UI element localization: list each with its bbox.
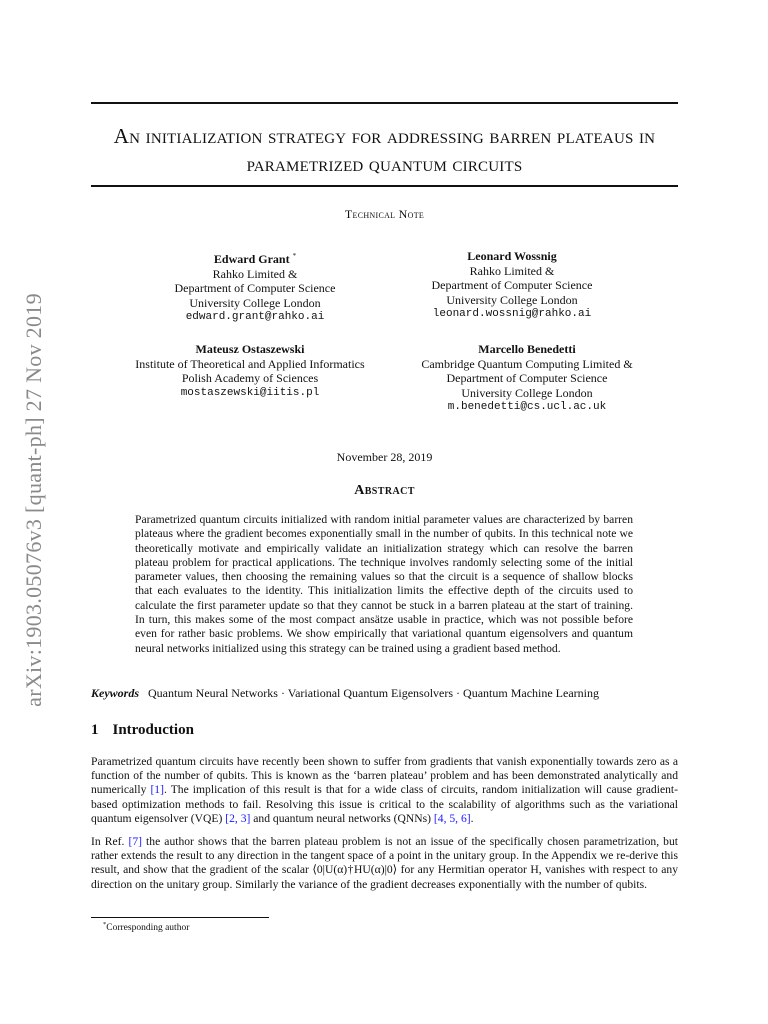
author-affiliation: Polish Academy of Sciences [181, 371, 319, 385]
citation-link[interactable]: [1] [150, 783, 164, 797]
author-block [105, 249, 405, 325]
abstract-text: Parametrized quantum circuits initialized with random initial parameter values are characterized by barren plateaus where the gradient becomes exponentially small in the number of qubits. In this technical note we theoretically motivate and empirically validate an initialization strategy which can resolve the barren plateau problem for practical applications. The technique involves randomly selecting some of the initial parameter values, then choosing the remaining values so that the circuit is a sequence of shallow blocks that each evaluates to the identity. This initialization limits the effective depth of the circuits used to calculate the first parameter update so that they cannot be stuck in a barren plateau at the start of training. In turn, this makes some of the most compact ansätze usable in practice, which was not possible before even for rather basic problems. We show empirically that variational quantum eigensolvers and quantum neural networks initialized using this strategy can be trained using a gradient based method. [135, 513, 633, 655]
title-rule-bottom [91, 185, 678, 187]
author-affiliation: University College London [189, 295, 321, 310]
paragraph: Parametrized quantum circuits have recently been shown to suffer from gradients that vanish exponentially towards zero as a function of the number of qubits. This is known as the ‘barren plateau’ problem and has been demonstrated analytically and numerically [1]. The implication of this result is that for a wide class of circuits, random initialization will cause gradient-based optimization methods to fail. Resolving this issue is critical to the scalability of algorithms such as the variational quantum eigensolver (VQE) [2, 3] and quantum neural networks (QNNs) [4, 5, 6]. [91, 755, 678, 825]
paper-subtitle: Technical Note [344, 207, 425, 221]
section-number: 1 [91, 722, 99, 738]
footnote-text: Corresponding author [106, 923, 190, 934]
author-affiliation: University College London [446, 292, 578, 307]
title-rule-top [91, 102, 678, 104]
author-affiliation: Department of Computer Science [431, 278, 593, 292]
author-name: Mateusz Ostaszewski [195, 342, 305, 356]
section-heading [91, 722, 194, 739]
author-block [377, 342, 677, 415]
paragraph: In Ref. [7] the author shows that the barren plateau problem is not an issue of the specifically chosen parametrization, but rather extends the result to any direction in the tangent space of a point in the unitary group. In the Appendix we re-derive this result, and show that the gradient of the scalar ⟨0|U(α)†HU(α)|0⟩ for any Hermitian operator H, vanishes with respect to any direction on the unitary group. Similarly the variance of the gradient decreases exponentially with the number of qubits. [91, 835, 679, 891]
author-block [100, 342, 400, 400]
footnote-mark: * [103, 921, 107, 928]
keywords-text: Quantum Neural Networks · Variational Quantum Eigensolvers · Quantum Machine Learning [148, 686, 599, 700]
author-name: Edward Grant * [213, 252, 297, 266]
author-affiliation: Department of Computer Science [174, 281, 336, 295]
keywords-line [91, 686, 678, 701]
citation-link[interactable]: [4, 5, 6] [433, 811, 471, 825]
author-email[interactable]: m.benedetti@cs.ucl.ac.uk [447, 401, 607, 413]
author-affiliation: Department of Computer Science [446, 371, 608, 385]
citation-link[interactable]: [7] [128, 835, 142, 848]
footnote-mark: * [292, 252, 297, 260]
footnote-rule [91, 917, 269, 918]
author-email[interactable]: mostaszewski@iitis.pl [180, 386, 320, 399]
author-affiliation: Rahko Limited & [212, 266, 298, 281]
author-email[interactable]: edward.grant@rahko.ai [185, 311, 325, 323]
author-name: Leonard Wossnig [467, 249, 557, 263]
citation-link[interactable]: [2, 3] [225, 811, 251, 825]
author-block [362, 249, 662, 322]
author-name: Marcello Benedetti [478, 342, 576, 356]
abstract-heading: Abstract [354, 483, 415, 498]
paper-date: November 28, 2019 [336, 450, 433, 464]
author-email[interactable]: leonard.wossnig@rahko.ai [432, 308, 592, 320]
footnote [103, 921, 189, 933]
paper-title: An initialization strategy for addressing barren plateaus in parametrized quantum circuits [113, 124, 656, 176]
keywords-label: Keywords [91, 686, 139, 700]
author-affiliation: Rahko Limited & [469, 263, 555, 278]
author-affiliation: Cambridge Quantum Computing Limited & [421, 356, 633, 371]
arxiv-stamp-text: arXiv:1903.05076v3 [quant-ph] 27 Nov 2019 [21, 293, 46, 707]
author-affiliation: University College London [461, 385, 593, 400]
section-title: Introduction [112, 722, 194, 738]
author-affiliation: Institute of Theoretical and Applied Informatics [135, 356, 365, 371]
